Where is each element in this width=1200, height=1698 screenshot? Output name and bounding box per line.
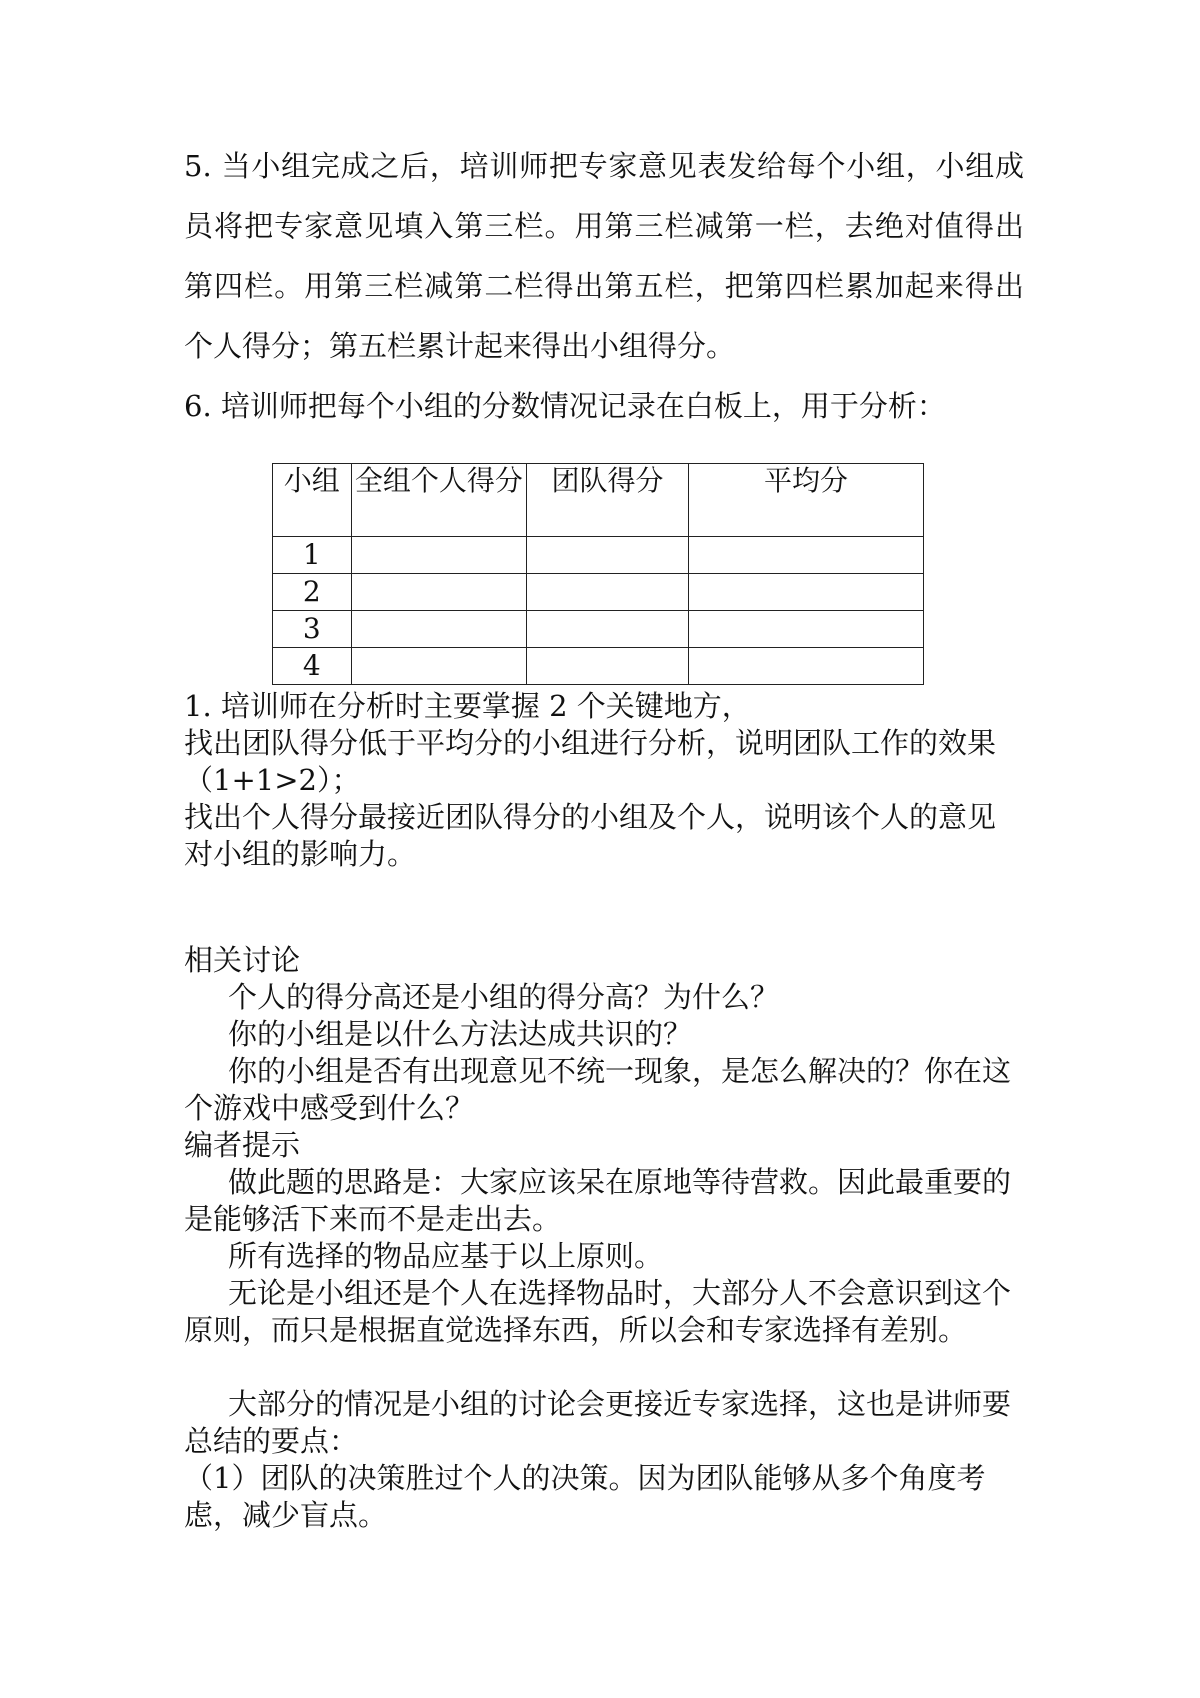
cell-average: [688, 574, 923, 611]
cell-average: [688, 611, 923, 648]
step-6-paragraph: 6. 培训师把每个小组的分数情况记录在白板上，用于分析：: [184, 389, 946, 423]
header-group: 小组: [273, 464, 352, 537]
analysis-intro: 1. 培训师在分析时主要掌握 2 个关键地方，: [184, 689, 751, 723]
score-table: [272, 463, 924, 685]
table-row: [273, 611, 924, 648]
cell-average: [688, 648, 923, 685]
analysis-point-2: 找出个人得分最接近团队得分的小组及个人，说明该个人的意见对小组的影响力。: [184, 800, 997, 871]
cell-team-score: [527, 648, 689, 685]
cell-group: 3: [273, 611, 352, 648]
table-row: [273, 648, 924, 685]
discussion-heading: 相关讨论: [184, 943, 301, 977]
editor-paragraph-5: （1）团队的决策胜过个人的决策。因为团队能够从多个角度考虑，减少盲点。: [184, 1461, 986, 1532]
cell-individual-score: [351, 611, 527, 648]
analysis-point-1: 找出团队得分低于平均分的小组进行分析，说明团队工作的效果（1+1>2）；: [184, 726, 997, 797]
cell-group: 4: [273, 648, 352, 685]
editor-heading: 编者提示: [184, 1128, 301, 1162]
cell-individual-score: [351, 574, 527, 611]
discussion-question-1: 个人的得分高还是小组的得分高？为什么？: [228, 980, 780, 1014]
editor-paragraph-1: 做此题的思路是：大家应该呆在原地等待营救。因此最重要的是能够活下来而不是走出去。: [184, 1165, 1012, 1236]
table-header-row: [273, 464, 924, 537]
table-row: [273, 537, 924, 574]
header-individual-score: 全组个人得分: [351, 464, 527, 537]
editor-paragraph-3: 无论是小组还是个人在选择物品时，大部分人不会意识到这个原则，而只是根据直觉选择东西，所以会和专家选择有差别。: [184, 1276, 1012, 1347]
cell-team-score: [527, 611, 689, 648]
cell-team-score: [527, 574, 689, 611]
cell-average: [688, 537, 923, 574]
cell-team-score: [527, 537, 689, 574]
cell-group: 2: [273, 574, 352, 611]
editor-paragraph-4: 大部分的情况是小组的讨论会更接近专家选择，这也是讲师要总结的要点：: [184, 1387, 1012, 1458]
header-team-score: 团队得分: [527, 464, 689, 537]
cell-group: 1: [273, 537, 352, 574]
discussion-question-2: 你的小组是以什么方法达成共识的？: [228, 1017, 693, 1051]
table-row: [273, 574, 924, 611]
cell-individual-score: [351, 648, 527, 685]
editor-paragraph-2: 所有选择的物品应基于以上原则。: [228, 1239, 664, 1273]
discussion-question-3: 你的小组是否有出现意见不统一现象，是怎么解决的？你在这个游戏中感受到什么？: [184, 1054, 1012, 1125]
header-average: 平均分: [688, 464, 923, 537]
step-5-paragraph: 5. 当小组完成之后，培训师把专家意见表发给每个小组，小组成员将把专家意见填入第三栏。用第三栏减第一栏，去绝对值得出第四栏。用第三栏减第二栏得出第五栏，把第四栏累加起来得出个人得分；第五栏累计起来得出小组得分。: [184, 149, 1024, 363]
cell-individual-score: [351, 537, 527, 574]
